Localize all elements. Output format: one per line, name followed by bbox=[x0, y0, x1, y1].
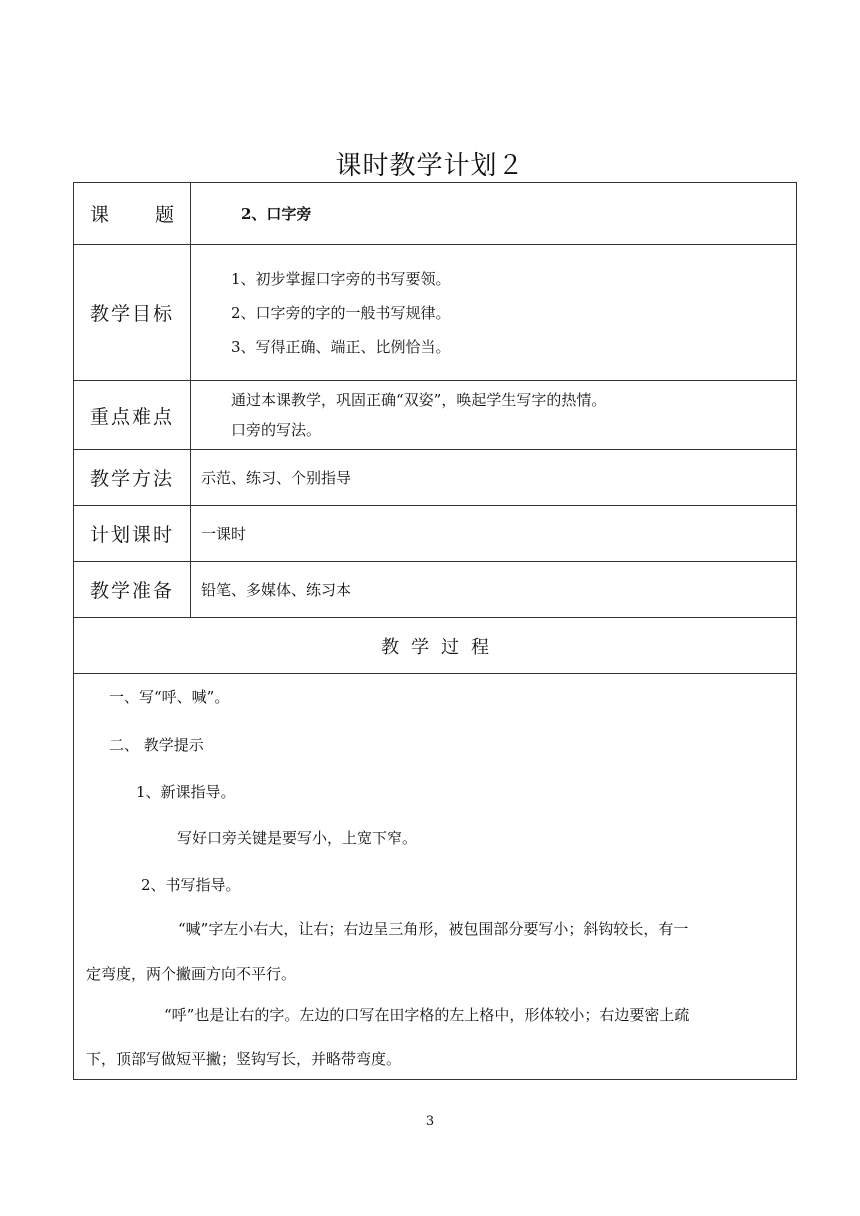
value-topic bbox=[191, 183, 796, 244]
goal-item: 1、初步掌握口字旁的书写要领。 bbox=[231, 269, 451, 288]
topic-text: 2、口字旁 bbox=[241, 204, 312, 223]
label-hours: 计划课时 bbox=[74, 506, 191, 561]
process-line: “呼”也是让右的字。左边的口写在田字格的左上格中，形体较小；右边要密上疏 bbox=[164, 1006, 690, 1024]
row-topic bbox=[73, 182, 797, 244]
value-hours bbox=[191, 506, 796, 561]
process-header-text: 教学过程 bbox=[381, 636, 501, 658]
hours-text: 一课时 bbox=[201, 524, 247, 543]
method-text: 示范、练习、个别指导 bbox=[201, 468, 352, 487]
value-prep bbox=[191, 562, 796, 617]
process-line: 二、 教学提示 bbox=[109, 736, 204, 754]
key-point-item: 口旁的写法。 bbox=[231, 421, 322, 439]
row-prep bbox=[73, 561, 797, 617]
goal-item: 2、口字旁的字的一般书写规律。 bbox=[231, 303, 451, 322]
value-method bbox=[191, 450, 796, 505]
row-hours bbox=[73, 505, 797, 561]
row-key-points bbox=[73, 380, 797, 449]
page-title: 课时教学计划２ bbox=[335, 151, 525, 181]
process-line: 写好口旁关键是要写小，上宽下窄。 bbox=[177, 829, 418, 847]
label-goals: 教学目标 bbox=[74, 245, 191, 380]
key-point-item: 通过本课教学，巩固正确“双姿”，唤起学生写字的热情。 bbox=[231, 391, 607, 409]
process-line: 定弯度，两个撇画方向不平行。 bbox=[86, 965, 297, 983]
value-goals bbox=[191, 245, 796, 380]
label-prep: 教学准备 bbox=[74, 562, 191, 617]
page-number: 3 bbox=[425, 1114, 435, 1129]
process-line: “喊”字左小右大，让右；右边呈三角形，被包围部分要写小；斜钩较长，有一 bbox=[178, 920, 689, 938]
goal-item: 3、写得正确、端正、比例恰当。 bbox=[231, 337, 451, 356]
row-method bbox=[73, 449, 797, 505]
row-goals bbox=[73, 244, 797, 380]
label-topic: 课题 bbox=[74, 183, 191, 244]
label-key-points: 重点难点 bbox=[74, 381, 191, 449]
label-method: 教学方法 bbox=[74, 450, 191, 505]
process-header bbox=[73, 617, 797, 673]
process-line: 1、新课指导。 bbox=[136, 783, 236, 801]
process-line: 一、写“呼、喊”。 bbox=[109, 688, 230, 706]
process-line: 2、书写指导。 bbox=[141, 876, 241, 894]
lesson-plan-table bbox=[73, 182, 797, 1080]
prep-text: 铅笔、多媒体、练习本 bbox=[201, 580, 352, 599]
value-key-points bbox=[191, 381, 796, 449]
process-line: 下，顶部写做短平撇；竖钩写长，并略带弯度。 bbox=[86, 1050, 402, 1068]
process-body bbox=[73, 673, 797, 1080]
